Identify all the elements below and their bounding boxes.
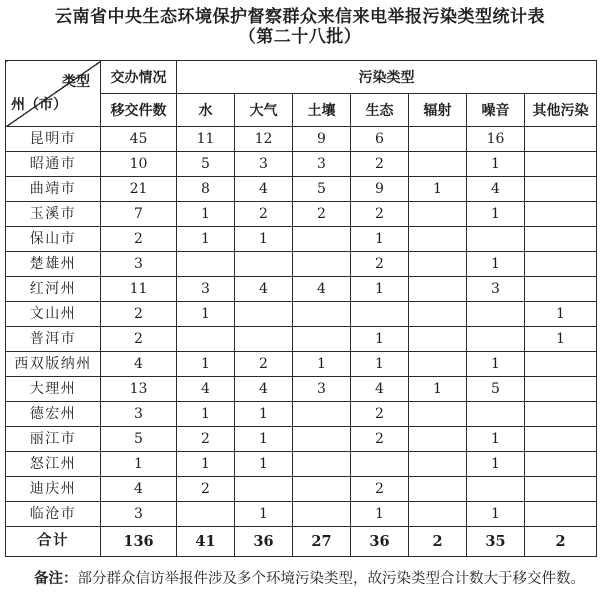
header-pollution-group: 污染类型	[177, 61, 597, 94]
value-cell	[293, 452, 351, 477]
value-cell	[235, 327, 293, 352]
total-value-cell: 2	[409, 527, 467, 557]
value-cell	[467, 327, 525, 352]
value-cell	[409, 327, 467, 352]
region-cell: 迪庆州	[6, 477, 101, 502]
total-row	[6, 527, 597, 557]
value-cell: 2	[101, 302, 177, 327]
value-cell: 2	[351, 152, 409, 177]
header-transferred-count: 移交件数	[101, 94, 177, 127]
value-cell: 5	[467, 377, 525, 402]
value-cell: 3	[101, 252, 177, 277]
value-cell: 1	[409, 177, 467, 202]
value-cell: 45	[101, 127, 177, 152]
footnote-text: 部分群众信访举报件涉及多个环境污染类型，故污染类型合计数大于移交件数。	[77, 571, 585, 587]
value-cell: 4	[351, 377, 409, 402]
corner-header-cell	[6, 61, 101, 127]
value-cell: 4	[467, 177, 525, 202]
header-noise: 噪音	[467, 94, 525, 127]
value-cell	[525, 502, 597, 527]
value-cell: 1	[351, 352, 409, 377]
value-cell: 2	[235, 202, 293, 227]
table-row	[6, 202, 597, 227]
page-title: 云南省中央生态环境保护督察群众来信来电举报污染类型统计表	[55, 7, 545, 27]
value-cell: 1	[235, 452, 293, 477]
table-row	[6, 127, 597, 152]
value-cell: 2	[351, 202, 409, 227]
value-cell	[525, 477, 597, 502]
value-cell: 10	[101, 152, 177, 177]
value-cell: 1	[467, 202, 525, 227]
value-cell	[409, 227, 467, 252]
value-cell: 5	[101, 427, 177, 452]
value-cell: 1	[467, 502, 525, 527]
value-cell: 4	[293, 277, 351, 302]
region-cell: 玉溪市	[6, 202, 101, 227]
value-cell	[525, 452, 597, 477]
value-cell	[525, 352, 597, 377]
value-cell	[525, 152, 597, 177]
value-cell	[525, 402, 597, 427]
value-cell	[177, 252, 235, 277]
total-value-cell: 36	[235, 527, 293, 557]
header-air: 大气	[235, 94, 293, 127]
table-row	[6, 352, 597, 377]
value-cell: 4	[101, 352, 177, 377]
statistics-table	[5, 60, 597, 557]
value-cell: 3	[101, 402, 177, 427]
value-cell	[525, 227, 597, 252]
region-cell: 昆明市	[6, 127, 101, 152]
value-cell: 2	[101, 327, 177, 352]
value-cell	[351, 452, 409, 477]
value-cell: 1	[467, 352, 525, 377]
value-cell	[293, 302, 351, 327]
total-value-cell: 136	[101, 527, 177, 557]
value-cell: 1	[467, 252, 525, 277]
value-cell: 1	[101, 452, 177, 477]
corner-label-type: 类型	[62, 74, 90, 90]
table-row	[6, 302, 597, 327]
value-cell: 1	[351, 502, 409, 527]
table-row	[6, 152, 597, 177]
region-cell: 普洱市	[6, 327, 101, 352]
value-cell	[409, 477, 467, 502]
header-handling-group: 交办情况	[101, 61, 177, 94]
value-cell	[293, 427, 351, 452]
value-cell: 9	[293, 127, 351, 152]
value-cell	[467, 227, 525, 252]
header-soil: 土壤	[293, 94, 351, 127]
value-cell: 1	[235, 427, 293, 452]
value-cell: 5	[177, 152, 235, 177]
header-row-1	[6, 61, 597, 94]
value-cell	[293, 477, 351, 502]
table-row	[6, 452, 597, 477]
value-cell: 1	[467, 427, 525, 452]
value-cell: 2	[177, 477, 235, 502]
region-cell: 红河州	[6, 277, 101, 302]
value-cell: 3	[235, 152, 293, 177]
value-cell: 21	[101, 177, 177, 202]
value-cell: 1	[177, 352, 235, 377]
value-cell: 3	[293, 377, 351, 402]
value-cell: 1	[235, 402, 293, 427]
value-cell: 3	[101, 502, 177, 527]
value-cell: 1	[351, 327, 409, 352]
value-cell: 3	[467, 277, 525, 302]
total-value-cell: 41	[177, 527, 235, 557]
value-cell: 3	[293, 152, 351, 177]
region-cell: 大理州	[6, 377, 101, 402]
total-value-cell: 35	[467, 527, 525, 557]
corner-label-region: 州（市）	[11, 97, 67, 113]
value-cell: 1	[235, 502, 293, 527]
value-cell: 1	[351, 227, 409, 252]
total-value-cell: 36	[351, 527, 409, 557]
table-row	[6, 402, 597, 427]
region-cell: 临沧市	[6, 502, 101, 527]
value-cell	[525, 277, 597, 302]
table-row	[6, 427, 597, 452]
value-cell	[467, 477, 525, 502]
value-cell	[235, 302, 293, 327]
value-cell: 2	[177, 427, 235, 452]
table-row	[6, 502, 597, 527]
value-cell: 12	[235, 127, 293, 152]
value-cell	[409, 152, 467, 177]
value-cell: 1	[235, 227, 293, 252]
value-cell	[525, 427, 597, 452]
value-cell: 4	[177, 377, 235, 402]
value-cell: 13	[101, 377, 177, 402]
table-row	[6, 177, 597, 202]
table-footer	[6, 527, 597, 557]
value-cell: 2	[101, 227, 177, 252]
value-cell	[525, 127, 597, 152]
value-cell: 2	[235, 352, 293, 377]
total-value-cell: 27	[293, 527, 351, 557]
region-cell: 楚雄州	[6, 252, 101, 277]
footnote	[5, 568, 595, 590]
table-row	[6, 227, 597, 252]
value-cell: 1	[409, 377, 467, 402]
value-cell	[293, 327, 351, 352]
value-cell	[177, 502, 235, 527]
value-cell	[409, 402, 467, 427]
table-header	[6, 61, 597, 127]
header-other: 其他污染	[525, 94, 597, 127]
value-cell: 3	[177, 277, 235, 302]
value-cell	[351, 302, 409, 327]
value-cell: 4	[235, 377, 293, 402]
value-cell: 2	[351, 477, 409, 502]
value-cell: 1	[177, 227, 235, 252]
value-cell	[293, 402, 351, 427]
value-cell	[409, 127, 467, 152]
value-cell: 1	[177, 402, 235, 427]
value-cell: 1	[177, 452, 235, 477]
table-row	[6, 252, 597, 277]
value-cell: 8	[177, 177, 235, 202]
table-row	[6, 377, 597, 402]
value-cell: 1	[467, 452, 525, 477]
value-cell	[409, 252, 467, 277]
value-cell: 4	[101, 477, 177, 502]
value-cell	[409, 502, 467, 527]
region-cell: 怒江州	[6, 452, 101, 477]
table-row	[6, 277, 597, 302]
value-cell	[409, 352, 467, 377]
region-cell: 曲靖市	[6, 177, 101, 202]
region-cell: 昭通市	[6, 152, 101, 177]
value-cell: 1	[467, 152, 525, 177]
value-cell	[409, 427, 467, 452]
value-cell	[525, 377, 597, 402]
page-subtitle: （第二十八批）	[238, 27, 362, 47]
value-cell	[293, 502, 351, 527]
table-row	[6, 327, 597, 352]
value-cell: 1	[293, 352, 351, 377]
value-cell: 2	[351, 427, 409, 452]
value-cell	[409, 302, 467, 327]
value-cell: 1	[177, 302, 235, 327]
region-cell: 西双版纳州	[6, 352, 101, 377]
total-value-cell: 2	[525, 527, 597, 557]
value-cell	[293, 252, 351, 277]
value-cell: 9	[351, 177, 409, 202]
region-cell: 保山市	[6, 227, 101, 252]
region-cell: 德宏州	[6, 402, 101, 427]
value-cell	[235, 252, 293, 277]
value-cell: 4	[235, 277, 293, 302]
table-row	[6, 477, 597, 502]
value-cell	[177, 327, 235, 352]
value-cell: 2	[351, 402, 409, 427]
value-cell	[409, 202, 467, 227]
title-block	[5, 7, 595, 47]
value-cell	[525, 202, 597, 227]
value-cell: 2	[351, 252, 409, 277]
value-cell: 1	[351, 277, 409, 302]
header-ecology: 生态	[351, 94, 409, 127]
header-radiation: 辐射	[409, 94, 467, 127]
value-cell: 2	[293, 202, 351, 227]
value-cell: 16	[467, 127, 525, 152]
value-cell	[467, 402, 525, 427]
value-cell: 4	[235, 177, 293, 202]
value-cell	[467, 302, 525, 327]
value-cell	[235, 477, 293, 502]
region-cell: 丽江市	[6, 427, 101, 452]
value-cell: 7	[101, 202, 177, 227]
footnote-label: 备注：	[34, 571, 78, 587]
value-cell	[409, 452, 467, 477]
value-cell: 1	[525, 327, 597, 352]
value-cell: 1	[177, 202, 235, 227]
header-water: 水	[177, 94, 235, 127]
value-cell: 5	[293, 177, 351, 202]
total-label: 合计	[6, 527, 101, 557]
value-cell	[525, 252, 597, 277]
value-cell	[409, 277, 467, 302]
value-cell	[525, 177, 597, 202]
table-body	[6, 127, 597, 527]
value-cell: 6	[351, 127, 409, 152]
value-cell: 1	[525, 302, 597, 327]
value-cell	[293, 227, 351, 252]
value-cell: 11	[177, 127, 235, 152]
value-cell: 11	[101, 277, 177, 302]
region-cell: 文山州	[6, 302, 101, 327]
